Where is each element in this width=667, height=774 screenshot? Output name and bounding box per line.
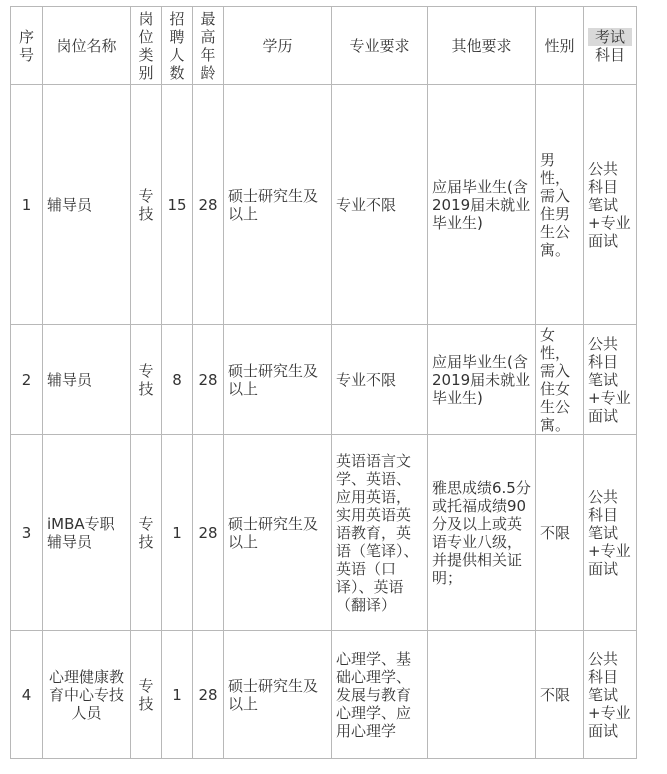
- cell-position: 辅导员: [43, 85, 131, 325]
- header-count: 招聘人数: [162, 7, 193, 85]
- cell-exam: 公共科目笔试+专业面试: [584, 435, 637, 631]
- cell-gender: 男性，需入住男生公寓。: [536, 85, 584, 325]
- cell-major: 英语语言文学、英语、应用英语，实用英语英语教育，英语（笔译）、英语（口译）、英语（翻译）: [332, 435, 428, 631]
- cell-exam: 公共科目笔试+专业面试: [584, 85, 637, 325]
- cell-position: 心理健康教育中心专技人员: [43, 631, 131, 759]
- cell-gender: 不限: [536, 631, 584, 759]
- cell-max-age: 28: [193, 435, 224, 631]
- table-row: [11, 85, 637, 325]
- cell-max-age: 28: [193, 325, 224, 435]
- header-seq: 序号: [11, 7, 43, 85]
- cell-other: 应届毕业生(含2019届未就业毕业生): [428, 325, 536, 435]
- cell-exam: 公共科目笔试+专业面试: [584, 325, 637, 435]
- header-position: 岗位名称: [43, 7, 131, 85]
- cell-major: 专业不限: [332, 325, 428, 435]
- header-major: 专业要求: [332, 7, 428, 85]
- cell-position: iMBA专职辅导员: [43, 435, 131, 631]
- cell-major: 心理学、基础心理学、发展与教育心理学、应用心理学: [332, 631, 428, 759]
- header-exam-highlight: 考试: [588, 28, 632, 46]
- cell-seq: 2: [11, 325, 43, 435]
- cell-major: 专业不限: [332, 85, 428, 325]
- cell-category: 专技: [131, 325, 162, 435]
- cell-exam: 公共科目笔试+专业面试: [584, 631, 637, 759]
- cell-count: 1: [162, 435, 193, 631]
- cell-count: 1: [162, 631, 193, 759]
- cell-seq: 3: [11, 435, 43, 631]
- cell-category: 专技: [131, 85, 162, 325]
- table-row: [11, 631, 637, 759]
- recruitment-table: [10, 6, 637, 759]
- cell-education: 硕士研究生及以上: [224, 85, 332, 325]
- cell-count: 15: [162, 85, 193, 325]
- header-exam: [584, 7, 637, 85]
- cell-position: 辅导员: [43, 325, 131, 435]
- cell-other: [428, 631, 536, 759]
- cell-education: 硕士研究生及以上: [224, 325, 332, 435]
- cell-seq: 1: [11, 85, 43, 325]
- cell-max-age: 28: [193, 631, 224, 759]
- cell-count: 8: [162, 325, 193, 435]
- header-education: 学历: [224, 7, 332, 85]
- cell-education: 硕士研究生及以上: [224, 435, 332, 631]
- header-exam-sub: 科目: [594, 45, 625, 64]
- header-max-age: 最高年龄: [193, 7, 224, 85]
- cell-other: 应届毕业生(含2019届未就业毕业生): [428, 85, 536, 325]
- cell-education: 硕士研究生及以上: [224, 631, 332, 759]
- cell-max-age: 28: [193, 85, 224, 325]
- cell-category: 专技: [131, 435, 162, 631]
- header-row: [11, 7, 637, 85]
- table-row: [11, 325, 637, 435]
- cell-seq: 4: [11, 631, 43, 759]
- cell-category: 专技: [131, 631, 162, 759]
- header-category: 岗位类别: [131, 7, 162, 85]
- cell-gender: 女性，需入住女生公寓。: [536, 325, 584, 435]
- cell-gender: 不限: [536, 435, 584, 631]
- header-other: 其他要求: [428, 7, 536, 85]
- table-row: [11, 435, 637, 631]
- header-gender: 性别: [536, 7, 584, 85]
- cell-other: 雅思成绩6.5分或托福成绩90分及以上或英语专业八级，并提供相关证明；: [428, 435, 536, 631]
